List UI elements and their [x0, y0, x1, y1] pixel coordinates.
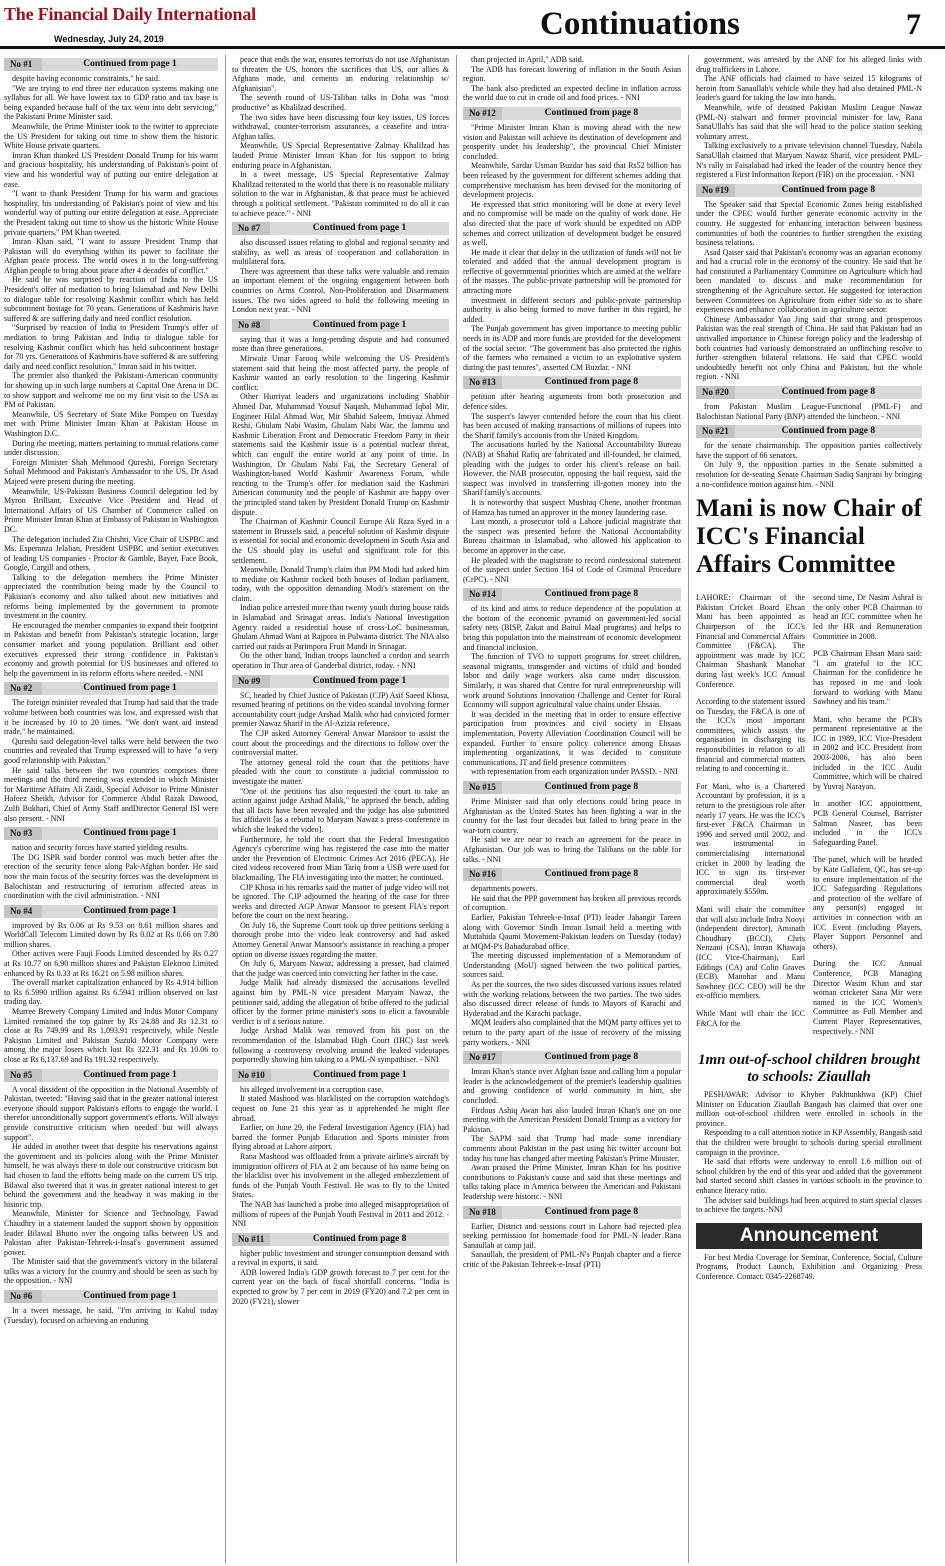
continuation-number: No #3	[4, 827, 42, 840]
continued-banner	[4, 682, 218, 695]
continued-from-label: Continued from page 8	[544, 781, 639, 792]
paragraph: Meanwhile, wife of detained Pakistan Muslim League Nawaz (PML-N) stalwart and former provincial minister for law, Rana SanaUllah's has said that she will head to the police station seeking voluntary arrest.	[696, 102, 922, 141]
column-4	[696, 55, 922, 1563]
paragraph: Meanwhile, US-Pakistan Business Council delegation led by Myron Brilliant, Executive Vice President and Head of International Affairs of US Chamber of Commerce called on Prime Minister Imran Khan at Embassy of Pakistan in Washington DC.	[4, 486, 218, 534]
continued-banner	[463, 376, 681, 389]
paragraph: Last month, a prosecutor told a Lahore judicial magistrate that the suspect was presented before the National Accountability Bureau chairman in Islamabad, who allowed his application to become an approver in the case.	[463, 517, 681, 555]
continuation-number: No #6	[4, 1290, 42, 1303]
paragraph: Meanwhile, Sardar Usman Buzdar has said that Rs52 billion has been released by the government for different schemes adding that comprehensive mechanism has been devised for the monitoring of development projects.	[463, 161, 681, 200]
paragraph: investment in different sectors and public-private partnership authority is also being formed to move further in this regard, he added.	[463, 295, 681, 324]
continued-from-label: Continued from page 1	[312, 223, 407, 234]
paragraph: He said we are near to reach an agreement for the peace in Afghanistan. Our job was to bring the Talibans on the table for talks. - NNI	[463, 835, 681, 864]
continuation-number: No #15	[463, 781, 502, 794]
paragraph: peace that ends the war, ensures terrorists do not use Afghanistan to threaten the US, honors the sacrifices that US, our allies & Afghans made, and cements an enduring relationship w/ Afghanistan".	[232, 55, 449, 93]
paragraph: for the senate chairmanship. The opposition parties collectively have the support of 66 senators.	[696, 441, 922, 460]
column-1	[4, 55, 218, 1563]
continuation-article	[696, 386, 922, 421]
column-divider	[225, 55, 226, 1563]
paragraph: It is noteworthy that suspect Mushtaq Chene, another frontman of Hamza has turned an approver in the money laundering case.	[463, 497, 681, 517]
icc-body-right	[813, 585, 922, 1044]
children-headline: 1mn out-of-school children brought to schools: Ziaullah	[697, 1052, 921, 1086]
continued-banner	[232, 222, 449, 235]
paragraph: saying that it was a long-pending dispute and had consumed more than three generations.	[232, 334, 449, 354]
paragraph: of its kind and aims to reduce dependence of the population at the bottom of the economic pyramid on government-led social safety nets (BISP, Zakat and Baitul Maal programs) and helps to bring this population into the mainstream of economic development and financial inclusion.	[463, 604, 681, 652]
continued-from-label: Continued from page 1	[312, 675, 407, 686]
masthead	[0, 0, 945, 52]
paragraph: On the other hand, Indian troops launched a cordon and search operation in Thur area of Ganderbal district, today. - NNI	[232, 651, 449, 671]
continued-from-label: Continued from page 1	[83, 1069, 177, 1080]
continued-banner	[463, 1206, 681, 1219]
continued-banner	[696, 184, 922, 197]
continuation-article	[4, 682, 218, 823]
continuation-number: No #14	[463, 588, 502, 601]
paragraph: He said talks between the two countries comprises three meetings and the third meeting was extended in which Minister for Maritime Affairs Ali Zaidi, Special Advisor to Prime Minister Hafeez Sheikh, Advisor for Commerce Abdul Razak Dawood, Zulfi Bukhari, Chief of Army Staff andDirector General ISI were also present. - NNI	[4, 765, 218, 823]
page-number: 7	[906, 8, 921, 41]
continued-banner	[232, 319, 449, 332]
paragraph: He added in another tweet that despite his reservations against the government and its policies along with the Prime Minister himself, he was always there to dole out constructive criticism but had chosen to laud the efforts being made on the current US trip. Bilawal also tweeted that it was in greater national interest to get behind the government and the headway it was making in the historic trip.	[4, 1142, 218, 1209]
continuation-number: No #18	[463, 1206, 502, 1219]
paragraph: Murree Brewery Company Limited and Indus Motor Company Limited remained the top gainer by Rs 24.88 and Rs 12.31 to close at Rs 749.99 and Rs 1,093.91 respectively, while Nestle Pakistan Limited and Pakistan Suzuki Motor Company were among the major losers which lost Rs 322.31 and Rs 10.06 to close at Rs 6,137.69 and Rs 191.32 respectively.	[4, 1007, 218, 1064]
paragraph: The seventh round of US-Taliban talks in Doha was "most productive" as Khalilzad described.	[232, 93, 449, 112]
paragraph: Other actives were Fauji Foods Limited descended by Rs 0.27 at Rs 10.77 on 6.90 million shares and Pakistan Elektron Limited enhanced by Rs 0.33 at Rs 16.21 on 5.98 million shares.	[4, 949, 218, 978]
continued-banner	[4, 1069, 218, 1082]
announcement-text: For best Media Coverage for Seminar, Conference, Social, Culture Programs, Product Launch, Exhibition and Organizing Press Conference. Contact: 0345-2268749.	[696, 1252, 922, 1281]
paragraph: Other Hurriyat leaders and organizations including Shabbir Ahmed Dar, Muhammad Yousuf Naqash, Muhammad Iqbal Mir, Engineer Hilal Ahmad War, Mir Shahid Saleem, Imtiyaz Ahmed Reshi, Ghulam Nabi Wasim, Ghulam Nabi War, the Jammu and Kashmir Liberation Front and Democratic Freedom Party in their statements said the Kashmir issue is a potential nuclear threat, which can engulf the entire world at any point of time. In Washington, Dr Ghulam Nabi Fai, the Secretary General of Washington-based World Kashmir Awareness Forum, while reacting to the Trump's offer for mediation said the Kashmiri American community and the people of Kashmir are happy over the principled stand taken by President Donald Trump on Kashmir dispute.	[232, 392, 449, 517]
continued-from-label: Continued from page 1	[83, 828, 177, 839]
paragraph: from Pakistan Muslim League-Functional (PML-F) and Balochistan National Party (BNP) attended the luncheon. - NNI	[696, 402, 922, 421]
paragraph: The Minister said that the government's victory in the bilateral talks was a victory for the country and should be seen as such by the opposition. - NNI	[4, 1257, 218, 1286]
continued-banner	[463, 588, 681, 601]
column-2	[232, 55, 449, 1563]
paragraph: The CJP asked Attorney General Anwar Mansoor to assist the court about the proceedings and the directions to follow over the controversial matter.	[232, 729, 449, 758]
paragraph: During the ICC Annual Conference, PCB Managing Director Wasim Khan and star woman cricketer Sana Mir were named in the ICC Women's Committee as Full Member and Current Player Representatives, respectively. - NNI	[813, 959, 922, 1036]
continuation-article	[4, 827, 218, 901]
paragraph: "One of the petitions has also requested the court to take an action against judge Arshad Malik," he apprised the bench, adding that all facts have been revealed and the judge has also submitted his affidavit [as a rebuttal to Maryam Nawaz s press conference in which she leaked the video].	[232, 786, 449, 834]
continuation-number: No #17	[463, 1051, 502, 1064]
paragraph: Asad Qaiser said that Pakistan's economy was an agrarian economy and had a crucial role in the economy of the country. He said that he had constituted a Parliamentary Committee on Agriculture which had been mandated to discuss and make recommendation for strengthening of the Agriculture sector. He suggested for interaction between Committees on Agriculture from either side so as to share experiences and enhance collaboration in agriculture sector.	[696, 247, 922, 315]
paper-name: The Financial Daily International	[4, 4, 256, 24]
paragraph: CJP Khosa in his remarks said the matter of judge video will not be ignored. The CJP adjourned the hearing of the case for three weeks and directed AGP Anwar Mansoor to present FIA's report before the court on the next hearing.	[232, 882, 449, 921]
paragraph: improved by Rs 0.06 at Rs 9.53 on 8.61 million shares and WorldCall Telecom Limited down by Rs 0.02 at Rs 0.66 on 7.80 million shares.	[4, 920, 218, 949]
continued-banner	[4, 1290, 218, 1303]
paragraph: with representation from each organization under PASSD. - NNI	[471, 767, 678, 777]
paragraph: The overall market capitalization enhanced by Rs 4.914 billion to Rs 6.5990 trillion against Rs 6.5941 trillion observed on last trading day.	[4, 978, 218, 1007]
paragraph: The foreign minister revealed that Trump had said that the trade volume between both countries was low, and expressed wish that it be increased by 10 to 20 times. "We don't want aid instead trade," he maintained.	[4, 698, 218, 737]
paragraph: Imran Khan said, "I want to assure President Trump that Pakistan will do everything within its power to facilitate the Afghan peace process. The world owes it to the long-suffering Afghan people to bring about peace after 4 decades of conflict."	[4, 237, 218, 275]
continuation-number: No #20	[696, 386, 735, 399]
paragraph: Talking to the delegation members the Prime Minister appreciated the contribution being made by the Council to Pakistan's economy and also talked about new initiatives and reforms being implemented by the government to promote investment in the country.	[4, 572, 218, 621]
paragraph: PCB Chairman Ehsan Mani said: "I am grateful to the ICC Chairman for the confidence he has reposed in me and look forward to working with Manu Sawhney and his team."	[813, 649, 922, 707]
continuation-number: No #19	[696, 184, 735, 197]
continuation-number: No #10	[232, 1069, 271, 1082]
paragraph: A vocal dissident of the opposition in the National Assembly of Pakistan, tweeted: "Having said that in the greater national interest everyone should support Pakistan's efforts to engage the world. I therefor unconditionally support government's efforts. Will always provide constructive criticism when needed but will always support".	[4, 1084, 218, 1142]
paragraph: PESHAWAR: Advisor to Khyber Pakhtunkhwa (KP) Chief Minister on Education Ziaullah Bangash has claimed that over one million out-of-school children were enrolled in schools in the province.	[696, 1090, 922, 1128]
paragraph: The attorney general told the court that the petitions have pleaded with the court to constitute a judicial commission to investigate the matter.	[232, 757, 449, 786]
continuation-number: No #16	[463, 868, 502, 881]
paragraph: Responding to a call attention notice in KP Assembly, Bangash said that the children were brought to schools during special enrollment campaign in the province.	[696, 1128, 922, 1157]
paragraph: The accusations hurled by the National Accountability Bureau (NAB) at Shahid Rafiq are fabricated and ill-founded, he claimed, pleading with the judges to order his client's release on bail. However, the NAB prosecutor, opposing the bail request, said the suspect was involved in transferring ill-gotten money into the Sharif family's accounts.	[463, 440, 681, 498]
paragraph: Earlier, District and sessions court in Lahore had rejected plea seeking permission for homemade food for PML-N leader Rana Sanaullah at camp jail.	[463, 1221, 681, 1250]
children-article	[696, 1052, 922, 1215]
continuation-number: No #7	[232, 222, 270, 235]
paragraph: "I want to thank President Trump for his warm and gracious hospitality, his understanding of Pakistan's point of view and his wonderful way of putting our entire delegation at ease. Appreciate the President taking out time to show us the historic White House private quarters," PM Khan tweeted.	[4, 189, 218, 237]
paragraph: than projected in April," ADB said.	[471, 55, 584, 64]
paragraph: Meanwhile, Minister for Science and Technology, Fawad Chaudhry in a statement lauded the support shown by opposition leader Bilawal Bhutto over the ongoing talks between US and Pakistan after Pakistan-Tehreek-i-Insaf's government assumed power.	[4, 1209, 218, 1257]
paragraph: He pleaded with the magistrate to record confessional statement of the suspect under Section 164 of Code of Criminal Procedure (CrPC). - NNI	[463, 555, 681, 584]
paragraph: On July 16, the Supreme Court took up three petitions seeking a thorough probe into the video leak controversy and had asked Attorney General Anwar Mansoor's assistance in reaching a proper option on diverse issues regarding the matter.	[232, 920, 449, 959]
paragraph: He said he was surprised by reaction of India to the US President's offer of mediation to bring Islamabad and New Delhi to dialogue table for resolving Kashmir conflict which has held subcontinent hostage for 70 years. Generations of Kashmiris have suffered & are suffering daily and need conflict resolution.	[4, 275, 218, 323]
announcement-title: Announcement	[696, 1223, 922, 1249]
continuation-article	[463, 1206, 681, 1270]
continued-banner	[696, 425, 922, 438]
paragraph: There was agreement that these talks were valuable and remain an important element of the ongoing engagement between both countries on Arms Control, Non-Proliferation and Disarmament issues. The two sides agreed to hold the following meeting in London next year. - NNI	[232, 266, 449, 315]
continuation-article	[4, 1290, 218, 1325]
paragraph: Meanwhile, the Prime Minister took to the twitter to appreciate the US President for taking out time to show them the historic White House private quarters.	[4, 121, 218, 151]
icc-headline: Mani is now Chair of ICC's Financial Affairs Committee	[696, 495, 922, 579]
paragraph: Awan praised the Prime Minister, Imran Khan for his positive contributions to Pakistan's cause and said that these meetings and talks taking place in America between the American and Pakistani leadership were historic. - NNI	[463, 1163, 681, 1201]
paragraph: The Chairman of Kashmir Council Europe Ali Raza Syed in a statement in Brussels said, a peaceful solution of Kashmir dispute is essential for social and economic development in South Asia and the US should play its useful and significant role for this settlement.	[232, 517, 449, 565]
paragraph: The ANF officials had claimed to have seized 15 kilograms of heroin from Sanaullah's vehicle while they had also detained PML-N leader's guard for taking the law into hands.	[696, 74, 922, 103]
continuation-article	[463, 1051, 681, 1201]
continuation-number: No #9	[232, 675, 270, 688]
paragraph: Indian police arrested more than twenty youth during house raids in Islamabad and Srinagar areas. India's National Investigation Agency raided a residential house of cross-LoC businessman, Ghulam Ahmad Wani at Rajpora in Pulwama district. The NIA also carried out raids at Parimpora Fruit Mandi in Srinagar.	[232, 603, 449, 651]
paragraph: ADB lowered India's GDP growth forecast to 7 per cent for the current year on the back of fiscal shortfall concerns. "India is expected to grow by 7 per cent in 2019 (FY20) and 7.2 per cent in 2020 (FY21), slower	[232, 1267, 449, 1306]
paragraph: The adviser said buildings had been acquired to start special classes to achieve the targets.-NNI	[696, 1195, 922, 1215]
paragraph: He said that the PPP government has broken all previous records of corruption.	[463, 893, 681, 913]
continued-from-label: Continued from page 1	[312, 319, 407, 330]
paragraph: The Punjab government has given importance to meeting public needs in its ADP and more funds are provided for the development of the social sector. "The government has also protected the rights of the farmers who remained a victim to an exploitative system during the past tenures", asserted CM Buzdar. - NNI	[463, 324, 681, 372]
paragraph: "Surprised by reaction of India to President Trump's offer of mediation to bring Pakistan and India to dialogue table for resolving Kashmir conflict which has held subcontinent hostage for 70 yrs. Generations of Kashmiris have suffered & are suffering daily and need conflict resolution," Imran said in his twitter.	[4, 323, 218, 371]
paragraph: Earlier, on June 29, the Federal Investigation Agency (FIA) had barred the former Punjab Education and Sports minister from flying abroad at Lahore airport.	[232, 1123, 449, 1152]
continuation-article	[463, 376, 681, 584]
paragraph: despite having economic constraints," he said.	[12, 74, 160, 83]
continued-banner	[4, 827, 218, 840]
paragraph: The SAPM said that Trump had made some incendiary comments about Pakistan in the past using his twitter account but today his tune has changed after meeting Pakistan's Prime Minister.	[463, 1134, 681, 1163]
continuation-article	[232, 1069, 449, 1229]
icc-body	[696, 585, 922, 1044]
paragraph: MQM leaders also complained that the MQM party offices yet to return to the party apart of the issue of recovery of the missing party workers. - NNI	[463, 1018, 681, 1047]
paragraph: Mirwaiz Umar Farooq while welcoming the US President's statement said that being the most affected party, the people of Kashmir wanted an early resolution to the lingering Kashmir conflict.	[232, 354, 449, 392]
continuation-article	[463, 588, 681, 777]
paragraph: Sanaullah, the president of PML-N's Punjab chapter and a fierce critic of the Pakistan Tehreek-e-Insaf (PTI)	[463, 1250, 681, 1269]
paragraph: Meanwhile, US Secretary of State Mike Pompeo on Tuesday met with Prime Minister Imran Khan at Pakistan House in Washington D.C.	[4, 409, 218, 438]
continuation-number: No #2	[4, 682, 42, 695]
continuation-article	[4, 58, 218, 678]
continued-banner	[232, 1069, 449, 1082]
continuation-article	[4, 905, 218, 1065]
paragraph: On July 6, Maryam Nawaz, addressing a presser, had claimed that the judge was coerced into convicting her father in the case.	[232, 959, 449, 978]
paragraph: He made it clear that delay in the utilization of funds will not be tolerated and added that the annual development program is reflective of governmental priorities which are aimed at the welfare of the masses. The public-private partnership will be promoted for attracting more	[463, 247, 681, 296]
continued-from-label: Continued from page 8	[544, 107, 639, 118]
continuation-number: No #4	[4, 905, 42, 918]
paragraph: The function of TVO to support programs for street children, seasonal migrants, transgender and victims of child and bonded labor and daily wage workers also came under discussion. Similarly, it was shared that Centre for rural entrepreneurship will work around Solutions Innovation Challenge and Center for Rural Economy will support agricultural value chains under Ehsaas.	[463, 652, 681, 710]
paragraph: Talking exclusively to a private television channel Tuesday, Nabila SanaUllah claimed that Maryam Nawaz Sharif, vice president PML-N's rally in Faisalabad had irked the leader of the country hence they registered a First Information Report (FIR) on the procession. - NNI	[696, 141, 922, 180]
continued-from-label: Continued from page 1	[83, 1291, 177, 1302]
paragraph: For Mani, who is a Chartered Accountant by profession, it is a return to the prestigious role after nearly 17 years. He was the ICC's first-ever F&CA Chairman in 1996 and served until 2002, and was instrumental in commercialising international cricket in 2000 by leading the ICC to sign its first-ever commercial deal worth approximately $550m.	[696, 781, 805, 897]
continuation-number: No #12	[463, 107, 502, 120]
paragraph: It stated Mashood was blacklisted on the corruption watchdog's request on June 21 this year as it apprehended he might flee abroad.	[232, 1094, 449, 1123]
continued-banner	[463, 1051, 681, 1064]
continued-banner	[463, 868, 681, 881]
paragraph: Imran Khan's stance over Afghan issue and calling him a popular leader is the acknowledgement of the premier's leadership qualities and growing confidence of world community in him, she concluded.	[463, 1067, 681, 1105]
continued-from-label: Continued from page 8	[544, 1052, 639, 1063]
paragraph: According to the statement issued on Tuesday, the F&CA is one of the ICC's most important committees, which assists the organisation in discharging its responsibilities in relation to all financial and commercial matters relating to and concerning it.	[696, 697, 805, 774]
continuation-article	[232, 222, 449, 315]
continued-from-label: Continued from page 8	[544, 1206, 639, 1217]
continued-banner	[4, 58, 218, 71]
paragraph: Meanwhile, Donald Trump's claim that PM Modi had asked him to mediate on Kashmir rocked both houses of Indian parliament, today, with the opposition demanding Modi's statement on the claim.	[232, 565, 449, 603]
paragraph: Foreign Minister Shah Mehmood Qureshi, Foreign Secretary Sohail Mehmood and Pakistan's Ambassador to the US, Dr Asad Majeed were present during the meeting.	[4, 457, 218, 486]
continuation-article	[463, 107, 681, 372]
paragraph: Meanwhile, US Special Representative Zalmay Khalilzad has lauded Prime Minister Imran Khan for his support to bring enduring peace in Afghanistan.	[232, 141, 449, 170]
column-3	[463, 55, 681, 1563]
paragraph: The two sides have been discussing four key issues, US forces withdrawal, counter-terrorism assurances, a ceasefire and intra-Afghan talks.	[232, 112, 449, 141]
continuation-number: No #11	[232, 1233, 270, 1246]
continuation-article	[463, 55, 681, 103]
paragraph: The suspect's lawyer contended before the court that his client has been accused of making transactions of millions of rupees into the Sharif family's accounts from the United Kingdom.	[463, 411, 681, 440]
continued-banner	[232, 675, 449, 688]
continuation-article	[463, 781, 681, 864]
paragraph: higher public investment and stronger consumption demand with a revival in exports, it said.	[232, 1248, 449, 1268]
paragraph: second time, Dr Nasim Ashraf is the only other PCB Chairman to head an ICC committee when he led the HR and Remuneration Committee in 2008.	[813, 593, 922, 641]
continued-from-label: Continued from page 8	[781, 184, 876, 195]
icc-article	[696, 495, 922, 1044]
paragraph: Furthermore, he told the court that the Federal Investigation Agency's cybercrime wing has registered the case into the matter under the Prevention of Electronic Crimes Act 2016 (PECA). He cited videos recovered from Mian Tariq from a USB were used for blackmailing. The FIA investigating into the matter, he continued.	[232, 834, 449, 882]
continuation-number: No #13	[463, 376, 502, 389]
paragraph: SC, headed by Chief Justice of Pakistan (CJP) Asif Saeed Khosa, resumed hearing of petitions on the video scandal involving former accountability court judge Arshad Malik who had convicted former premier Nawaz Sharif in the Al-Azizia reference.	[232, 690, 449, 729]
continued-from-label: Continued from page 1	[83, 905, 177, 916]
section-title: Continuations	[540, 6, 740, 42]
paragraph: The premier also thanked the Pakistani-American community for showing up in such large numbers at Capital One Arena in DC to show support and welcome me on my first visit to the USA as PM of Pakistan.	[4, 371, 218, 410]
paragraph: The delegation included Zia Chishti, Vice Chair of USPBC and Ms. Esperanza Jelalian, President USPBC and senior executives of leading US companies - Proctor & Gamble, Bayer, Face Book, Google, Cargill and others.	[4, 534, 218, 573]
continued-from-label: Continued from page 8	[781, 387, 876, 397]
continuation-number: No #1	[4, 58, 42, 71]
paragraph: In another ICC appointment, PCB General Counsel, Barrister Salman Naseer, has been included in the ICC's Safeguarding Panel.	[813, 799, 922, 847]
continuation-article	[232, 55, 449, 218]
paragraph: nation and security forces have started yielding results.	[12, 843, 188, 853]
paragraph: Prime Minister said that only elections could bring peace in Afghanistan as the United States has been fighting a war in the country for the last four decades but failed to bring peace in the war-torn country.	[463, 796, 681, 835]
continued-from-label: Continued from page 1	[83, 59, 177, 69]
continued-from-label: Continued from page 8	[544, 589, 639, 600]
paragraph: As per the sources, the two sides discussed various issues related with the working relations between the two parties. The two sides also discussed direct release of funds to Mayors of Karachi and Hyderabad and the Karachi package.	[463, 980, 681, 1018]
announcement	[696, 1223, 922, 1282]
continued-banner	[232, 1233, 449, 1246]
paragraph: Judge Malik had already dismissed the accusations levelled against him by PML-N vice president Maryam Nawaz, the petitioner said, adding the allegation of bribe offered to the judicial officer by the former prime minister's sons to elicit a favourable verdict is of a serious nature.	[232, 978, 449, 1026]
continued-from-label: Continued from page 8	[544, 377, 639, 388]
paragraph: The meeting discussed implementation of a Memorandum of Understanding (MoU) signed between the two political parties, sources said.	[463, 951, 681, 980]
paragraph: He encouraged the member companies to expand their footprint in Pakistan and benefit from Pakistan's strategic location, large consumer market and young population. Brilliant and other executives expressed their strong confidence in Pakistan's economy and growth potential for US businesses and offered to help the government in its reform efforts where needed. - NNI	[4, 620, 218, 678]
continued-banner	[463, 107, 681, 120]
paragraph: The ADB has forecast lowering of inflation in the South Asian region.	[463, 64, 681, 84]
paragraph: It was decided in the meeting that in order to ensure effective participation from provinces and civil society in Ehsaas implementation, Poverty Alleviation Coordination Council will be expanded. Further to ensure policy coherence among Ehsaas implementing organizations, it was decided to constitute communications, IT and field presence committees	[463, 709, 681, 767]
paragraph: Firdous Ashiq Awan has also lauded Imran Khan's one on one meeting with the American President Donald Trump as a victory for Pakistan.	[463, 1105, 681, 1134]
paragraph: In a tweet message, he said, "I'm arriving in Kabul today (Tuesday), focused on achieving an enduring	[4, 1306, 218, 1325]
continued-banner	[696, 386, 922, 399]
paragraph: The bank also predicted an expected decline in inflation across the world due to cut in crude oil and food prices. - NNI	[463, 83, 681, 103]
continued-from-label: Continued from page 1	[83, 683, 177, 694]
paragraph: The panel, which will be headed by Kate Gallafent, QC, has set-up to ensure implementation of the ICC Safeguarding Regulations and protection of the welfare of any person(s) engaged in activities in connection with an ICC Event (including Players, Player Support Personnel and others).	[813, 855, 922, 951]
continued-from-label: Continued from page 1	[313, 1069, 407, 1080]
paragraph: "We are trying to end three tier education systems making one syllabus for all. We have lowest tax to GDP ratio and tax base is being expanded because half of the tax went into debt servicing," the Pakistani Prime Minister said.	[4, 83, 218, 122]
paragraph: petition after hearing arguments from both prosecution and defence sides.	[463, 392, 681, 411]
paragraph: "Prime Minister Imran Khan is moving ahead with the new vision and Pakistan will achieve its destination of development and prosperity under his leadership", the provincial Chief Minister concluded.	[463, 122, 681, 161]
paragraph: While Mani will chair the ICC F&CA for the	[696, 1008, 805, 1028]
continuation-article	[696, 425, 922, 489]
paragraph: LAHORE: Chairman of the Pakistan Cricket Board Ehsan Mani has been appointed as Chairperson of the ICC's Financial and Commercial Affairs Committee (F&CA). The appointment was made by ICC Chairman Shashank Manohar during last week's ICC Annual Conference.	[696, 593, 805, 689]
paragraph: In a tweet message, US Special Representative Zalmay Khalilzad reiterated to the world that there is no reasonable military solution to the war in Afghanistan, & that peace must be achieved through a political settlement. "Pakistan committed to do all it can to achieve peace." - NNI	[232, 170, 449, 218]
paragraph: Imran Khan thanked US President Donald Trump for his warm and gracious hospitality, his understanding of Pakistan's point of view and his wonderful way of putting our entire delegation at ease.	[4, 150, 218, 189]
continued-from-label: Continued from page 8	[781, 426, 876, 437]
paragraph: Judge Arshad Malik was removed from his post on the recommendation of the Islamabad High Court (IHC) last week following a controversy revolving around the leaked videotapes purportedly showing him taking to a PML-N sympathiser. - NNI	[232, 1026, 449, 1065]
continuation-number: No #5	[4, 1069, 42, 1082]
column-divider	[688, 55, 689, 1563]
paragraph: He said that efforts were underway to enroll 1.6 million out of school children by the end of this year and added that the government had started second shift classes in various schools in the province to enhance literacy ratio.	[696, 1157, 922, 1196]
continuation-article	[232, 1233, 449, 1307]
paragraph: his alleged involvement in a corruption case.	[240, 1084, 384, 1094]
paragraph: government, was arrested by the ANF for his alleged links with drug traffickers in Lahore.	[696, 55, 922, 74]
continuation-article	[696, 55, 922, 180]
paragraph: On July 9, the opposition parties in the Senate submitted a resolution for de-seating Senate Chairman Sadiq Sanjrani by bringing a no-confidence motion against him. - NNI	[696, 460, 922, 489]
paragraph: also discussed issues relating to global and regional security and stability, as well as areas of cooperation and collaboration in multilateral fora.	[232, 238, 449, 267]
continued-banner	[4, 905, 218, 918]
paragraph: He expressed that strict monitoring will be done at every level and no compromise will be made on the quality of work done. He also directed that the pace of work should be expedited on ADP schemes and correct utilization of development budget be ensured as well.	[463, 199, 681, 248]
paragraph: Rana Mashood was offloaded from a private airline's aircraft by immigration officers of FIA at 2 am because of his name being on the blacklist over his involvement in the alleged embezzlement of funds of the Punjab Youth Festival. He was to fly to the United States.	[232, 1151, 449, 1200]
continued-from-label: Continued from page 8	[312, 1233, 407, 1244]
paragraph: Mani, who became the PCB's permanent representative at the ICC in 1989, ICC Vice-President in 2002 and ICC President from 2003-2006, has also been included in the ICC Audit Committee, which will be chaired by Yuvraj Narayan.	[813, 714, 922, 791]
paragraph: The Speaker said that Special Economic Zones being established under the CPEC would further generate economic activity in the country. He suggested for enhancing interaction between business communities of both the countries to further strengthen the existing business relations.	[696, 199, 922, 248]
continuation-article	[463, 868, 681, 1047]
continuation-article	[232, 319, 449, 671]
paragraph: Chinese Ambassador Yao Jing said that strong and prosperous Pakistan was the real strength of China. He said that Pakistan had an unrivalled importance in Chinese foreign policy and the leadership of both countries had variously demonstrated an unflinching resolve to further strengthen bilateral relations. He said that CPEC would undoubtedly benefit not only China and Pakistan, but the whole region. - NNI	[696, 314, 922, 382]
continued-from-label: Continued from page 8	[544, 869, 639, 880]
paragraph: During the meeting, matters pertaining to mutual relations came under discussion.	[4, 438, 218, 458]
paragraph: Mani will chair the committee that will also include Indra Nooyi (independent director), Aminath Choudhary (BCCI), Chris Nenzani (CSA), Imran Khawaja (ICC Vice-Chairman), Earl Eddings (CA) and Colin Graves (ECB). Manohar and Manu Sawhney (ICC CEO) will be the ex-officio members.	[696, 904, 805, 1001]
continuation-number: No #21	[696, 425, 735, 438]
header-rule	[0, 46, 945, 49]
continued-banner	[463, 781, 681, 794]
paragraph: The DG ISPR said border control was much better after the erection of the security fence along Pak-Afghan border. He said now the main focus of the security forces was the development in Balochistan and restructuring of terrorism affected areas in coordination with the civil administration. - NNI	[4, 852, 218, 901]
icc-body-left	[696, 585, 805, 1044]
continuation-article	[232, 675, 449, 1065]
continuation-number: No #8	[232, 319, 270, 332]
column-divider	[456, 55, 457, 1563]
column-4-continuations	[696, 55, 922, 489]
paragraph: Earlier, Pakistan Tehreek-e-Insaf (PTI) leader Jahangir Tareen along with Governor Sindh Imran Ismail held a meeting with Muttahida Qaumi Movement-Pakistan leaders on Tuesday (today) at MQM-P's Bahadurabad office.	[463, 912, 681, 951]
paragraph: departments powers.	[471, 884, 538, 894]
continuation-article	[4, 1069, 218, 1286]
children-body	[696, 1090, 922, 1215]
continuation-article	[696, 184, 922, 382]
paragraph: The NAB has launched a probe into alleged misappropriation of millions of rupees of the Punjab Youth Festival in 2011 and 2012. - NNI	[232, 1199, 449, 1229]
issue-date: Wednesday, July 24, 2019	[54, 34, 164, 44]
paragraph: Qureshi said delegation-level talks were held between the two countries and revealed that Trump expressed will to have "a very good relationship with Pakistan."	[4, 736, 218, 765]
